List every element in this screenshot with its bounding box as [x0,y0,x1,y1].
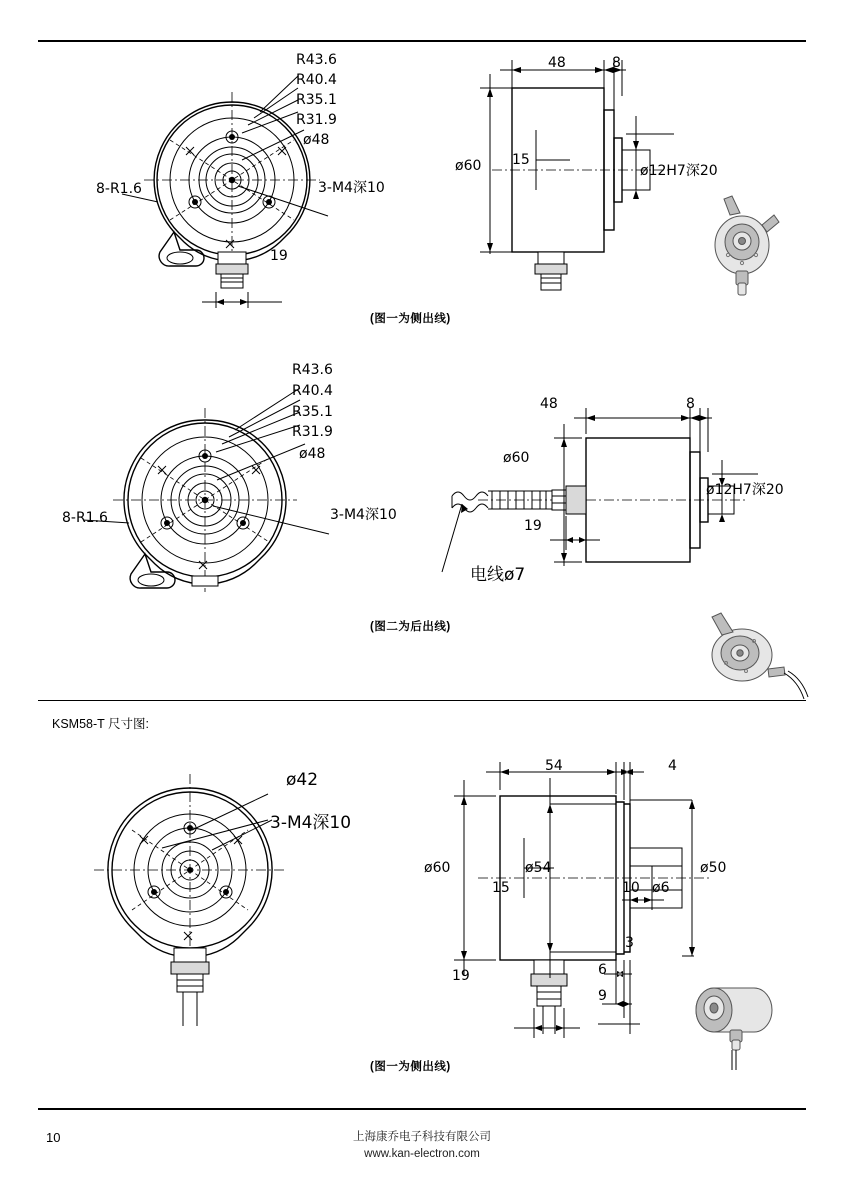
fig3-label-d42: ø42 [286,770,319,790]
fig1-label-r351: R35.1 [296,92,337,108]
fig3-caption: (图一为侧出线) [370,1061,451,1073]
fig3-dim-d6: ø6 [652,880,670,896]
fig2-label-d48: ø48 [299,446,326,462]
fig2-label-r351: R35.1 [292,404,333,420]
fig3-dim-9: 9 [598,988,607,1004]
fig2-label-r436: R43.6 [292,362,333,378]
fig2-dim-48: 48 [540,396,558,412]
fig1-dim-bore: ø12H7深20 [640,163,718,179]
fig1-label-r436: R43.6 [296,52,337,68]
fig3-dim-4: 4 [668,758,677,774]
fig3-dim-10: 10 [622,880,640,896]
fig1-label-r404: R40.4 [296,72,337,88]
fig3-label-3m4: 3-M4深10 [270,813,352,833]
fig3-dim-54: 54 [545,758,563,774]
fig1-dim-d60: ø60 [455,158,482,174]
fig2-dim-bore: ø12H7深20 [706,482,784,498]
fig1-label-r319: R31.9 [296,112,337,128]
fig2-caption: (图二为后出线) [370,621,451,633]
fig3-dim-d60: ø60 [424,860,451,876]
fig2-dim-19: 19 [524,518,542,534]
fig1-label-d48: ø48 [303,132,330,148]
fig3-dim-19: 19 [452,968,470,984]
fig1-caption: (图一为侧出线) [370,313,451,325]
fig2-dim-d60: ø60 [503,450,530,466]
fig1-dim-48: 48 [548,55,566,71]
fig1-label-8r16: 8-R1.6 [96,181,142,197]
fig1-dim-19: 19 [270,248,288,264]
fig3-dim-d54: ø54 [525,860,552,876]
fig1-label-3m4: 3-M4深10 [318,180,385,196]
fig2-label-cable: 电线ø7 [470,565,526,585]
fig2-label-8r16: 8-R1.6 [62,510,108,526]
fig3-dim-3: 3 [625,935,634,951]
footer-company: 上海康乔电子科技有限公司 [353,1131,491,1143]
fig1-dim-8: 8 [612,55,621,71]
footer-url: www.kan-electron.com [364,1148,480,1160]
fig3-dim-15: 15 [492,880,510,896]
fig2-label-3m4: 3-M4深10 [330,507,397,523]
fig2-label-r404: R40.4 [292,383,333,399]
fig3-dim-d50: ø50 [700,860,727,876]
fig1-dim-15: 15 [512,152,530,168]
page-number: 10 [46,1130,61,1145]
fig3-dim-6: 6 [598,962,607,978]
fig2-dim-8: 8 [686,396,695,412]
section-title-ksm58t: KSM58-T 尺寸图: [52,717,150,731]
fig2-label-r319: R31.9 [292,424,333,440]
